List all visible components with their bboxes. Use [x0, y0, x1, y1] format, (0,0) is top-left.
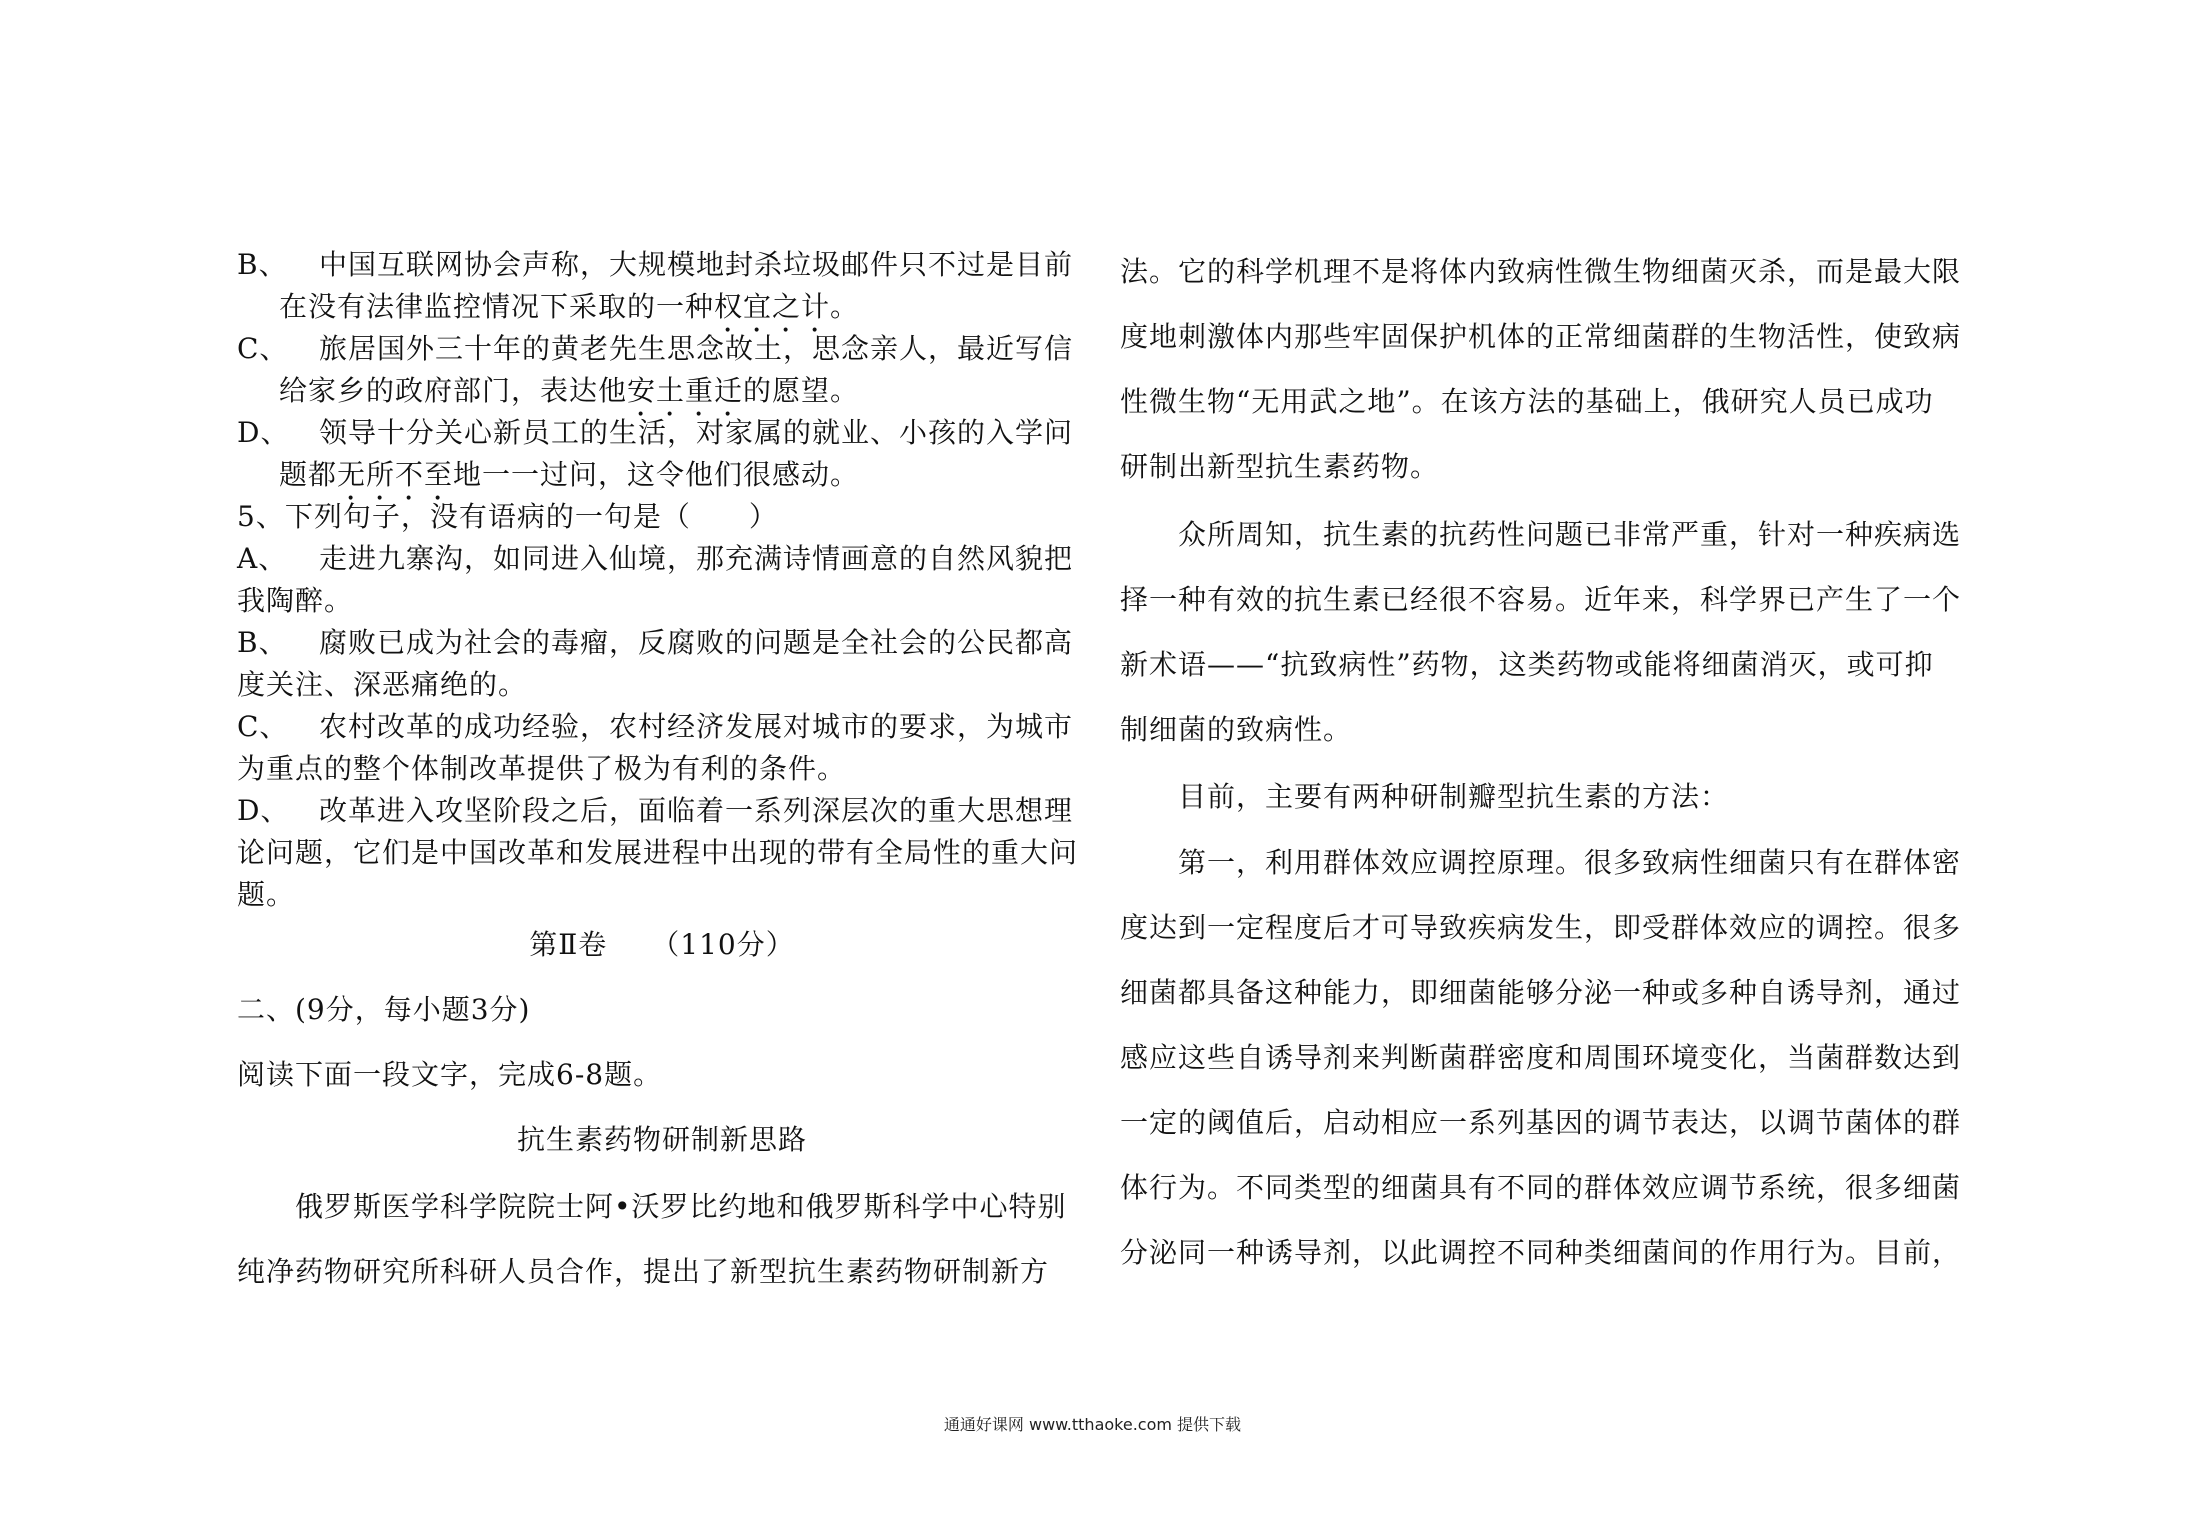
- option-text: 走进九寨沟，如同进入仙境，那充满诗情画意的自然风貌把: [319, 542, 1074, 575]
- q5-option-c: [237, 707, 1073, 747]
- article-paragraph-line: 目前，主要有两种研制瓣型抗生素的方法：: [1178, 780, 1730, 813]
- article-paragraph-line: 纯净药物研究所科研人员合作，提出了新型抗生素药物研制新方: [237, 1255, 1050, 1288]
- text-segment: 的愿望。: [743, 374, 860, 407]
- article-paragraph-line: 法。它的科学机理不是将体内致病性微生物细菌灭杀，而是最大限: [1120, 255, 1962, 288]
- article-paragraph-line: 择一种有效的抗生素已经很不容易。近年来，科学界已产生了一个: [1120, 583, 1962, 616]
- option-text: 旅居国外三十年的黄老先生思念故土，思念亲人，最近写信: [319, 332, 1074, 365]
- article-paragraph-line: 众所周知，抗生素的抗药性问题已非常严重，针对一种疾病选: [1178, 518, 1962, 551]
- text-segment: 在没有法律监控情况下采取的一种: [279, 290, 715, 323]
- q5-option-b-cont: 度关注、深恶痛绝的。: [237, 668, 528, 701]
- text-segment: 地一一过问，这令他们很感动。: [453, 458, 860, 491]
- emphasized-idiom: 安土重迁: [627, 374, 744, 407]
- article-paragraph-line: 分泌同一种诱导剂，以此调控不同种类细菌间的作用行为。目前，: [1120, 1236, 1962, 1269]
- q5-option-c-cont: 为重点的整个体制改革提供了极为有利的条件。: [237, 752, 847, 785]
- q5-option-d-cont: 论问题，它们是中国改革和发展进程中出现的带有全局性的重大问: [237, 836, 1079, 869]
- option-text: 中国互联网协会声称，大规模地封杀垃圾邮件只不过是目前: [319, 248, 1074, 281]
- option-label: C、: [237, 332, 289, 365]
- article-paragraph-line: 制细菌的致病性。: [1120, 713, 1353, 746]
- article-paragraph-line: 新术语——“抗致病性”药物，这类药物或能将细菌消灭，或可抑: [1120, 648, 1934, 681]
- option-label: A、: [237, 542, 288, 575]
- article-paragraph-line: 感应这些自诱导剂来判断菌群密度和周围环境变化，当菌群数达到: [1120, 1041, 1962, 1074]
- option-text: 领导十分关心新员工的生活，对家属的就业、小孩的入学问: [319, 416, 1074, 449]
- article-paragraph-line: 细菌都具备这种能力，即细菌能够分泌一种或多种自诱导剂，通过: [1120, 976, 1962, 1009]
- q4-option-d: [237, 413, 1073, 453]
- article-paragraph-line: 俄罗斯医学科学院院士阿•沃罗比约地和俄罗斯科学中心特别: [295, 1190, 1067, 1223]
- article-paragraph-line: 性微生物“无用武之地”。在该方法的基础上，俄研究人员已成功: [1120, 385, 1934, 418]
- article-paragraph-line: 第一，利用群体效应调控原理。很多致病性细菌只有在群体密: [1178, 846, 1962, 879]
- q4-option-c: [237, 329, 1073, 369]
- option-label: B、: [237, 626, 288, 659]
- q5-stem: 5、下列句子，没有语病的一句是（ ）: [237, 500, 778, 533]
- option-label: C、: [237, 710, 289, 743]
- article-paragraph-line: 度达到一定程度后才可导致疾病发生，即受群体效应的调控。很多: [1120, 911, 1962, 944]
- emphasized-idiom: 无所不至: [337, 458, 454, 491]
- text-segment: 题都: [279, 458, 338, 491]
- reading-instruction: 阅读下面一段文字，完成6-8题。: [237, 1058, 663, 1091]
- part2-heading: 二、(9分，每小题3分): [237, 993, 531, 1026]
- q5-option-a-cont: 我陶醉。: [237, 584, 354, 617]
- article-title: 抗生素药物研制新思路: [516, 1123, 807, 1156]
- section-title: 第Ⅱ卷 （110分）: [529, 928, 795, 961]
- q4-option-b: [237, 245, 1073, 285]
- article-paragraph-line: 一定的阈值后，启动相应一系列基因的调节表达，以调节菌体的群: [1120, 1106, 1962, 1139]
- q5-option-a: [237, 539, 1073, 579]
- option-label: D、: [237, 416, 290, 449]
- q5-option-d: [237, 791, 1073, 831]
- text-segment: 。: [830, 290, 860, 323]
- article-paragraph-line: 体行为。不同类型的细菌具有不同的群体效应调节系统，很多细菌: [1120, 1171, 1962, 1204]
- option-text: 农村改革的成功经验，农村经济发展对城市的要求，为城市: [319, 710, 1074, 743]
- q5-option-d-cont2: 题。: [237, 878, 296, 911]
- option-label: B、: [237, 248, 288, 281]
- q5-option-b: [237, 623, 1073, 663]
- article-paragraph-line: 研制出新型抗生素药物。: [1120, 450, 1440, 483]
- page-footer: 通通好课网 www.tthaoke.com 提供下载: [943, 1415, 1242, 1434]
- option-text: 改革进入攻坚阶段之后，面临着一系列深层次的重大思想理: [319, 794, 1074, 827]
- option-text: 腐败已成为社会的毒瘤，反腐败的问题是全社会的公民都高: [319, 626, 1074, 659]
- article-paragraph-line: 度地刺激体内那些牢固保护机体的正常细菌群的生物活性，使致病: [1120, 320, 1962, 353]
- text-segment: 给家乡的政府部门，表达他: [279, 374, 628, 407]
- emphasized-idiom: 权宜之计: [714, 290, 831, 323]
- option-label: D、: [237, 794, 290, 827]
